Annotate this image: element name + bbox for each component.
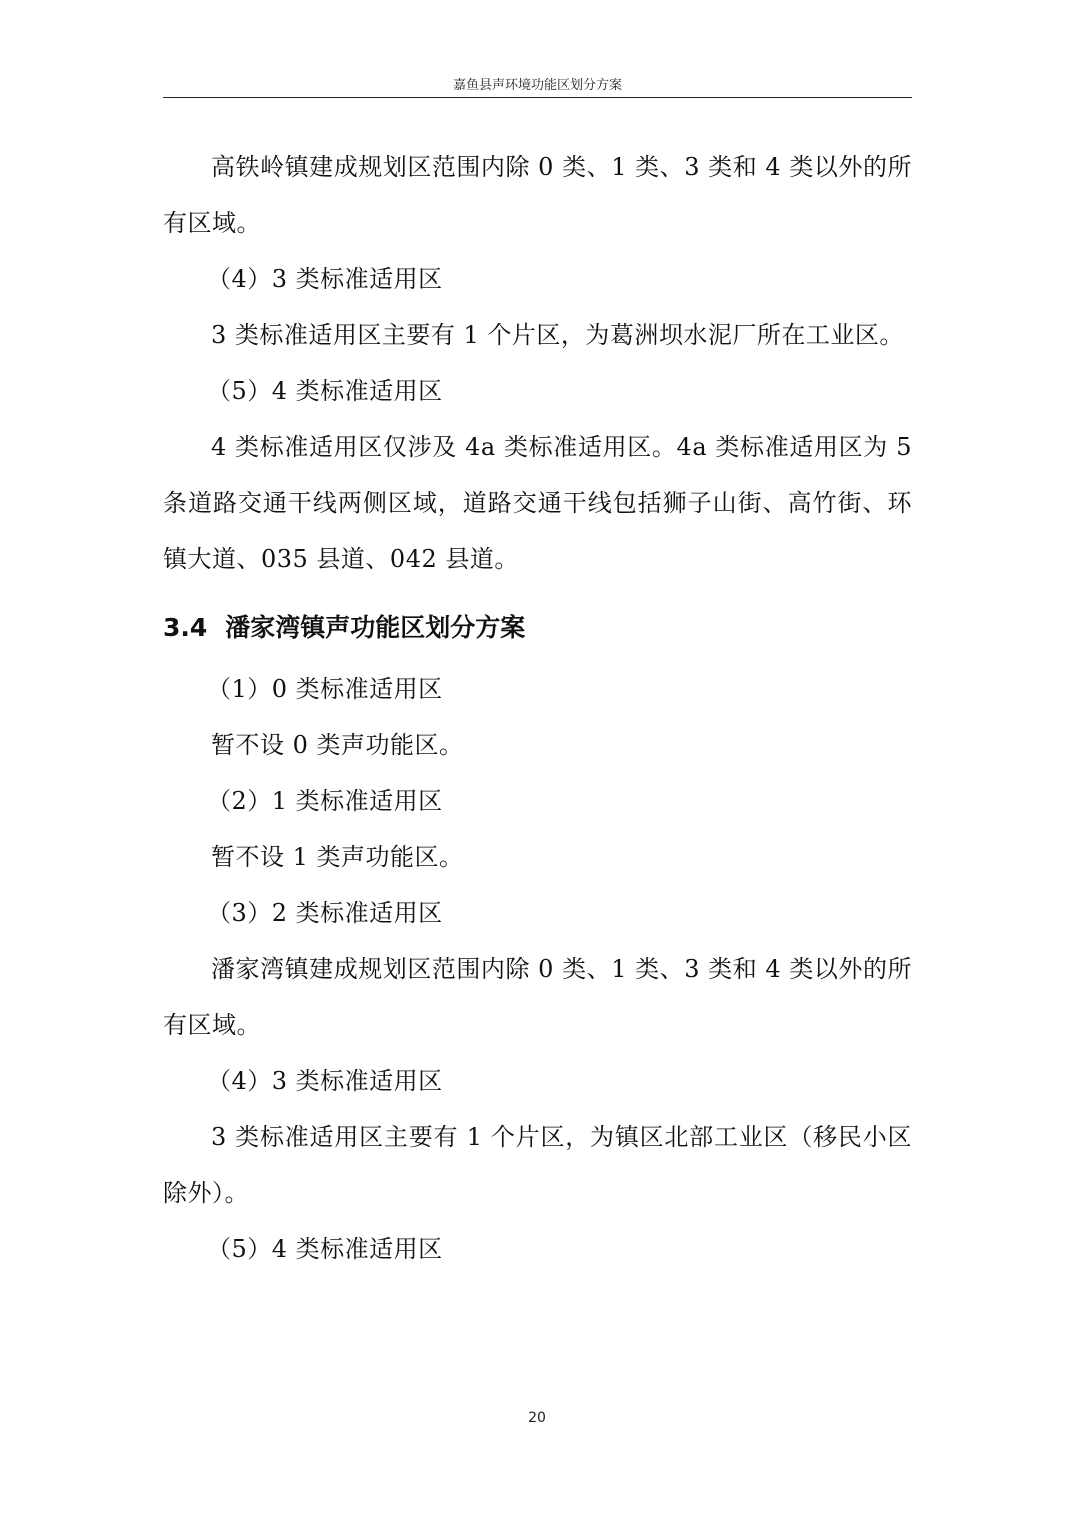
paragraph: 3 类标准适用区主要有 1 个片区，为葛洲坝水泥厂所在工业区。 (211, 321, 904, 349)
list-item: （5）4 类标准适用区 (207, 377, 443, 405)
list-item: （2）1 类标准适用区 (207, 787, 443, 815)
list-item: （4）3 类标准适用区 (207, 265, 443, 293)
paragraph: 潘家湾镇建成规划区范围内除 0 类、1 类、3 类和 4 类以外的所有区域。 (163, 955, 912, 1039)
paragraph: 高铁岭镇建成规划区范围内除 0 类、1 类、3 类和 4 类以外的所有区域。 (163, 153, 912, 237)
paragraph: 暂不设 0 类声功能区。 (211, 731, 464, 759)
list-item: （5）4 类标准适用区 (207, 1235, 443, 1263)
list-item: （4）3 类标准适用区 (207, 1067, 443, 1095)
paragraph: 暂不设 1 类声功能区。 (211, 843, 464, 871)
list-item: （3）2 类标准适用区 (207, 899, 443, 927)
list-item: （1）0 类标准适用区 (207, 675, 443, 703)
section-title: 潘家湾镇声功能区划分方案 (225, 613, 526, 642)
section-number: 3.4 (163, 613, 208, 642)
page-number: 20 (528, 1410, 546, 1426)
section-heading (163, 613, 912, 643)
paragraph: 3 类标准适用区主要有 1 个片区，为镇区北部工业区（移民小区除外）。 (163, 1123, 912, 1207)
page-header-title: 嘉鱼县声环境功能区划分方案 (452, 78, 622, 93)
paragraph: 4 类标准适用区仅涉及 4a 类标准适用区。4a 类标准适用区为 5 条道路交通干线两侧区域，道路交通干线包括狮子山街、高竹街、环镇大道、035 县道、042 县道。 (163, 433, 912, 573)
document-body (163, 139, 912, 1277)
header-divider (163, 97, 912, 98)
